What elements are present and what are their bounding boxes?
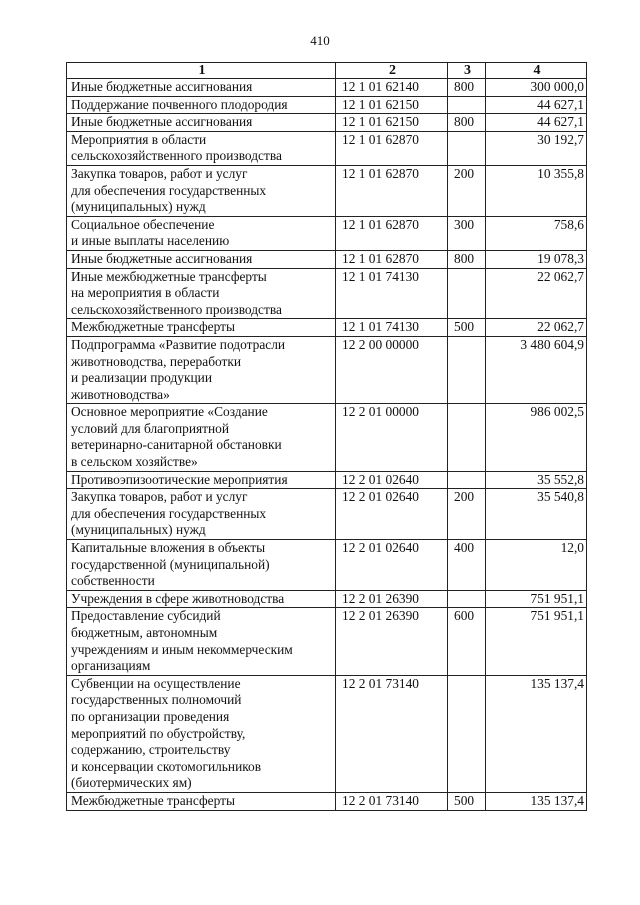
row-type: 500 (448, 319, 486, 337)
row-amount: 135 137,4 (486, 675, 587, 792)
column-header-name: 1 (67, 63, 336, 79)
row-type (448, 96, 486, 114)
row-type: 200 (448, 489, 486, 540)
row-name: Закупка товаров, работ и услуг для обеспечения государственных (муниципальных) нужд (67, 165, 336, 216)
row-name: Основное мероприятие «Создание условий для благоприятной ветеринарно-санитарной обстановки в сельском хозяйстве» (67, 404, 336, 471)
row-code: 12 1 01 62140 (336, 79, 448, 97)
row-type: 800 (448, 250, 486, 268)
row-amount: 986 002,5 (486, 404, 587, 471)
row-code: 12 1 01 62870 (336, 250, 448, 268)
row-amount: 12,0 (486, 540, 587, 591)
row-type (448, 471, 486, 489)
row-type: 500 (448, 792, 486, 810)
row-code: 12 2 01 73140 (336, 792, 448, 810)
row-code: 12 2 01 02640 (336, 471, 448, 489)
row-type: 200 (448, 165, 486, 216)
row-name: Социальное обеспечение и иные выплаты населению (67, 216, 336, 250)
row-amount: 10 355,8 (486, 165, 587, 216)
table-row (67, 590, 587, 608)
table-row (67, 268, 587, 319)
row-code: 12 2 01 02640 (336, 489, 448, 540)
row-name: Иные бюджетные ассигнования (67, 250, 336, 268)
row-code: 12 1 01 62870 (336, 165, 448, 216)
table-header-row (67, 63, 587, 79)
row-name: Межбюджетные трансферты (67, 792, 336, 810)
row-type: 400 (448, 540, 486, 591)
row-code: 12 2 01 73140 (336, 675, 448, 792)
table-row (67, 319, 587, 337)
row-name: Закупка товаров, работ и услуг для обеспечения государственных (муниципальных) нужд (67, 489, 336, 540)
row-type (448, 404, 486, 471)
table-row (67, 404, 587, 471)
row-amount: 35 540,8 (486, 489, 587, 540)
row-code: 12 2 01 00000 (336, 404, 448, 471)
row-amount: 22 062,7 (486, 268, 587, 319)
row-name: Иные бюджетные ассигнования (67, 114, 336, 132)
table-row (67, 675, 587, 792)
row-name: Мероприятия в области сельскохозяйственного производства (67, 131, 336, 165)
row-name: Противоэпизоотические мероприятия (67, 471, 336, 489)
row-amount: 35 552,8 (486, 471, 587, 489)
row-type (448, 131, 486, 165)
row-type (448, 268, 486, 319)
row-code: 12 2 00 00000 (336, 336, 448, 403)
table-row (67, 131, 587, 165)
row-amount: 300 000,0 (486, 79, 587, 97)
row-code: 12 1 01 74130 (336, 319, 448, 337)
row-amount: 19 078,3 (486, 250, 587, 268)
row-amount: 22 062,7 (486, 319, 587, 337)
table-row (67, 250, 587, 268)
table-row (67, 114, 587, 132)
row-type: 800 (448, 114, 486, 132)
row-type (448, 590, 486, 608)
row-type (448, 336, 486, 403)
row-code: 12 1 01 62150 (336, 96, 448, 114)
budget-table-container (66, 62, 587, 811)
table-row (67, 336, 587, 403)
table-row (67, 489, 587, 540)
table-row (67, 79, 587, 97)
table-row (67, 216, 587, 250)
column-header-type: 3 (448, 63, 486, 79)
row-type: 800 (448, 79, 486, 97)
table-row (67, 792, 587, 810)
row-type: 600 (448, 608, 486, 675)
page-number: 410 (310, 33, 330, 48)
row-type (448, 675, 486, 792)
row-type: 300 (448, 216, 486, 250)
row-name: Предоставление субсидий бюджетным, автономным учреждениям и иным некоммерческим организациям (67, 608, 336, 675)
row-amount: 751 951,1 (486, 608, 587, 675)
row-name: Подпрограмма «Развитие подотрасли животноводства, переработки и реализации продукции животноводства» (67, 336, 336, 403)
column-header-amount: 4 (486, 63, 587, 79)
table-row (67, 540, 587, 591)
row-code: 12 1 01 62870 (336, 131, 448, 165)
row-code: 12 2 01 26390 (336, 608, 448, 675)
row-amount: 44 627,1 (486, 96, 587, 114)
row-code: 12 2 01 02640 (336, 540, 448, 591)
row-code: 12 2 01 26390 (336, 590, 448, 608)
table-row (67, 96, 587, 114)
row-amount: 44 627,1 (486, 114, 587, 132)
row-name: Межбюджетные трансферты (67, 319, 336, 337)
row-code: 12 1 01 62870 (336, 216, 448, 250)
budget-table (66, 62, 587, 811)
row-name: Капитальные вложения в объекты государственной (муниципальной) собственности (67, 540, 336, 591)
column-header-code: 2 (336, 63, 448, 79)
table-row (67, 608, 587, 675)
row-amount: 758,6 (486, 216, 587, 250)
row-code: 12 1 01 62150 (336, 114, 448, 132)
row-name: Иные бюджетные ассигнования (67, 79, 336, 97)
row-name: Поддержание почвенного плодородия (67, 96, 336, 114)
row-amount: 135 137,4 (486, 792, 587, 810)
table-row (67, 165, 587, 216)
table-row (67, 471, 587, 489)
row-name: Субвенции на осуществление государственных полномочий по организации проведения мероприятий по обустройству, содержанию, строительству и консервации скотомогильников (биотермических ям) (67, 675, 336, 792)
row-amount: 30 192,7 (486, 131, 587, 165)
row-amount: 751 951,1 (486, 590, 587, 608)
row-amount: 3 480 604,9 (486, 336, 587, 403)
row-name: Иные межбюджетные трансферты на мероприятия в области сельскохозяйственного производства (67, 268, 336, 319)
row-code: 12 1 01 74130 (336, 268, 448, 319)
row-name: Учреждения в сфере животноводства (67, 590, 336, 608)
